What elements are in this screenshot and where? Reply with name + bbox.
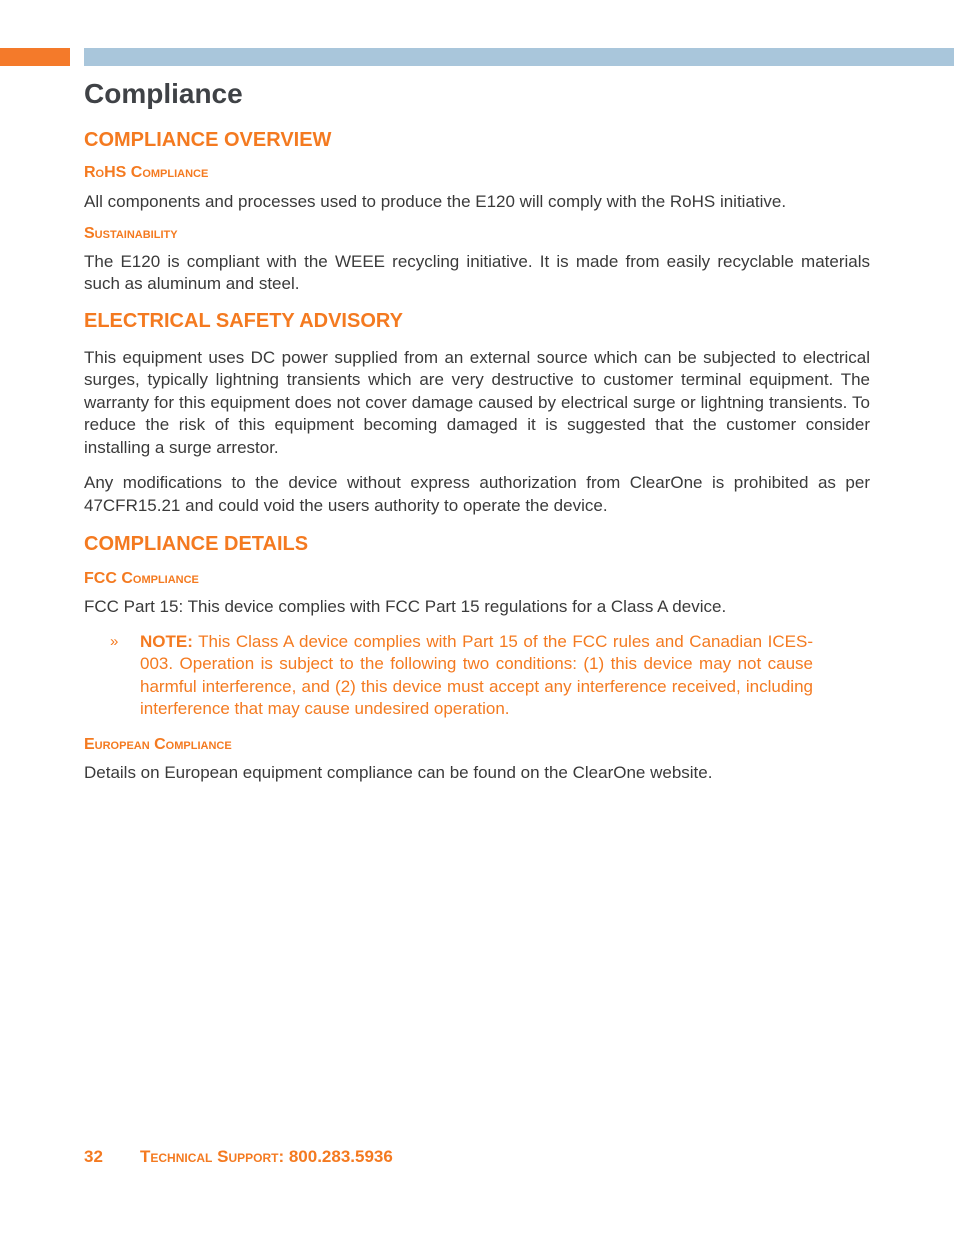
fcc-note [110, 631, 813, 721]
electrical-safety-heading: ELECTRICAL SAFETY ADVISORY [84, 309, 403, 332]
sustainability-heading: Sustainability [84, 224, 178, 242]
page-content [84, 74, 870, 784]
support-phone: 800.283.5936 [288, 1147, 393, 1166]
european-heading: European Compliance [84, 735, 232, 753]
rohs-heading: RoHS Compliance [84, 164, 209, 181]
support-label: Technical Support: [140, 1147, 285, 1166]
page-number: 32 [84, 1147, 103, 1166]
note-lead: NOTE: [140, 631, 193, 651]
header-accent-bar [0, 48, 70, 66]
rohs-text: All components and processes used to produce the E120 will comply with the RoHS initiative. [84, 192, 787, 211]
compliance-details-heading: COMPLIANCE DETAILS [84, 533, 309, 555]
safety-paragraph-1: This equipment uses DC power supplied from an external source which can be subjected to electrical surges, typically lightning transients which are very destructive to customer terminal equipment. The warranty for this equipment does not cover damage caused by electrical surge or lightning transients. To reduce the risk of this equipment becoming damaged it is suggested that the customer consider installing a surge arrestor. [84, 347, 870, 457]
note-bullet-icon: » [110, 632, 119, 650]
compliance-overview-heading: COMPLIANCE OVERVIEW [84, 129, 332, 151]
fcc-text: FCC Part 15: This device complies with FCC Part 15 regulations for a Class A device. [84, 597, 727, 616]
sustainability-text: The E120 is compliant with the WEEE recycling initiative. It is made from easily recyclable materials such as aluminum and steel. [84, 251, 870, 293]
fcc-heading: FCC Compliance [84, 570, 199, 587]
header-bar [84, 48, 954, 66]
page-footer [84, 1147, 393, 1167]
note-text: This Class A device complies with Part 15 of the FCC rules and Canadian ICES-003. Operation is subject to the following two conditions: (1) this device may not cause harmful interference, and (2) this device must accept any interference received, including interference that may cause undesired operation. [140, 631, 813, 718]
safety-paragraph-2: Any modifications to the device without express authorization from ClearOne is prohibited as per 47CFR15.21 and could void the users authority to operate the device. [84, 473, 870, 515]
european-text: Details on European equipment compliance can be found on the ClearOne website. [84, 762, 713, 782]
page-title: Compliance [84, 78, 243, 109]
